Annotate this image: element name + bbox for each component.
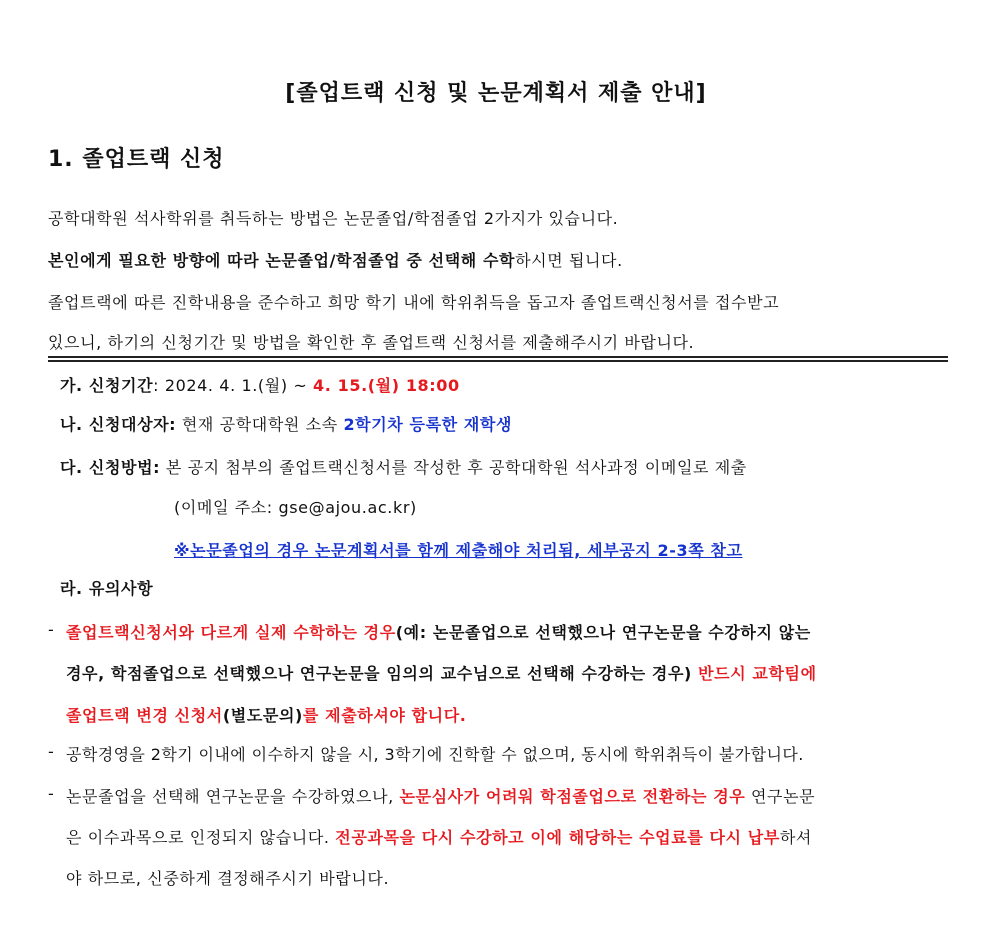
- note-3-dash: -: [48, 784, 54, 803]
- page-title: [졸업트랙 신청 및 논문계획서 제출 안내]: [285, 81, 707, 106]
- item-period-deadline: 4. 15.(월) 18:00: [313, 376, 460, 395]
- item-period-label: 가. 신청기간: [60, 376, 154, 395]
- note-1-line-3-red-2: 를 제출하셔야 합니다.: [302, 706, 467, 725]
- note-1-line-1: [66, 620, 811, 643]
- item-target-text: 현재 공학대학원 소속: [176, 415, 344, 434]
- note-3-plain-1: 논문졸업을 선택해 연구논문을 수강하였으나,: [66, 787, 400, 806]
- note-1-bold: (예: 논문졸업으로 선택했으나 연구논문을 수강하지 않는: [395, 623, 811, 642]
- note-3-line-2: [66, 825, 812, 848]
- note-1-line-3-bold: (별도문의): [222, 706, 303, 725]
- note-1-red: 졸업트랙신청서와 다르게 실제 수학하는 경우: [66, 623, 396, 642]
- note-1-dash: -: [48, 620, 54, 639]
- item-method-text: 본 공지 첨부의 졸업트랙신청서를 작성한 후 공학대학원 석사과정 이메일로 제출: [160, 458, 747, 477]
- intro-line-2: [48, 248, 623, 271]
- item-target-highlight: 2학기차 등록한 재학생: [343, 415, 513, 434]
- note-2-text: 공학경영을 2학기 이내에 이수하지 않을 시, 3학기에 진학할 수 없으며, 동시에 학위취득이 불가합니다.: [66, 745, 804, 764]
- note-1-line-2-bold: 경우, 학점졸업으로 선택했으나 연구논문을 임의의 교수님으로 선택해 수강하는 경우): [66, 664, 699, 683]
- note-3-red: 논문심사가 어려워 학점졸업으로 전환하는 경우: [399, 787, 746, 806]
- note-3-line-2-plain: 은 이수과목으로 인정되지 않습니다.: [66, 828, 336, 847]
- double-divider: [48, 356, 948, 362]
- intro-line-3: 졸업트랙에 따른 진학내용을 준수하고 희망 학기 내에 학위취득을 돕고자 졸업트랙신청서를 접수받고: [48, 293, 780, 312]
- note-1-line-3: [66, 703, 466, 726]
- note-3-line-2-rest: 하셔: [779, 828, 812, 847]
- note-1-line-2: [66, 661, 817, 684]
- item-method-label: 다. 신청방법:: [60, 458, 161, 477]
- note-3-line-2-red: 전공과목을 다시 수강하고 이에 해당하는 수업료를 다시 납부: [335, 828, 780, 847]
- item-period-text: : 2024. 4. 1.(월) ~: [153, 376, 314, 395]
- item-method-note[interactable]: ※논문졸업의 경우 논문계획서를 함께 제출해야 처리됨, 세부공지 2-3쪽 참고: [174, 541, 743, 560]
- note-2-dash: -: [48, 742, 54, 761]
- note-1-line-3-red-1: 졸업트랙 변경 신청서: [66, 706, 223, 725]
- intro-line-1: 공학대학원 석사학위를 취득하는 방법은 논문졸업/학점졸업 2가지가 있습니다.: [48, 209, 619, 228]
- intro-line-2-rest: 하시면 됩니다.: [515, 251, 623, 270]
- item-method-email: (이메일 주소: gse@ajou.ac.kr): [174, 498, 417, 517]
- note-3-line-1: [66, 784, 815, 807]
- item-notes-label: 라. 유의사항: [60, 579, 154, 598]
- intro-line-2-bold: 본인에게 필요한 방향에 따라 논문졸업/학점졸업 중 선택해 수학: [48, 251, 516, 270]
- section-heading: 1. 졸업트랙 신청: [48, 147, 225, 172]
- note-3-plain-2: 연구논문: [745, 787, 816, 806]
- item-target: [60, 412, 512, 435]
- item-period: [60, 373, 460, 396]
- note-1-line-2-red: 반드시 교학팀에: [698, 664, 817, 683]
- item-method: [60, 455, 747, 478]
- intro-line-4: 있으니, 하기의 신청기간 및 방법을 확인한 후 졸업트랙 신청서를 제출해주시기 바랍니다.: [48, 333, 695, 352]
- item-target-label: 나. 신청대상자:: [60, 415, 177, 434]
- note-3-line-3: 야 하므로, 신중하게 결정해주시기 바랍니다.: [66, 869, 390, 888]
